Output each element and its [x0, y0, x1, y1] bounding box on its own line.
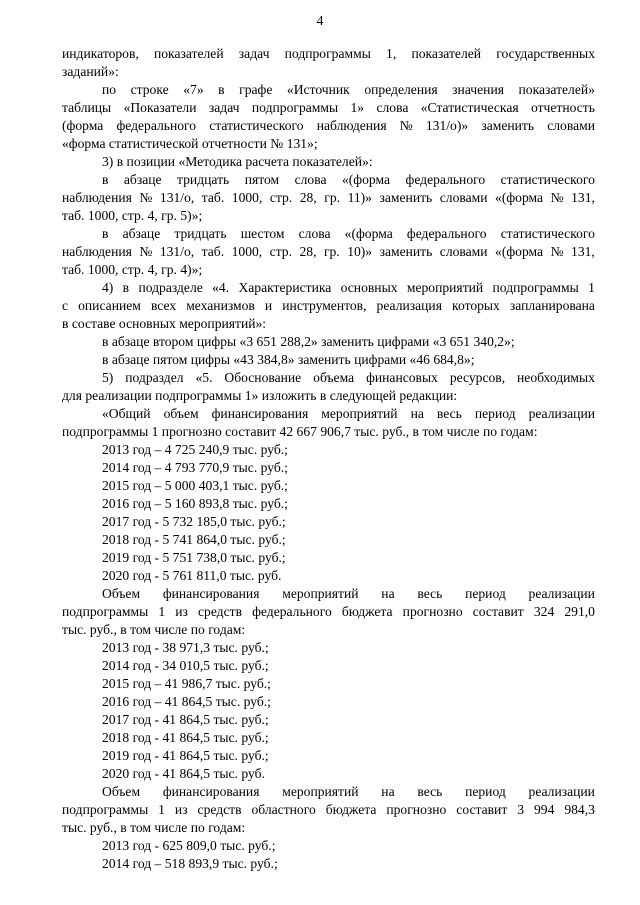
word: Характеристика	[238, 280, 332, 295]
text-line	[62, 801, 595, 819]
text-line	[62, 585, 595, 603]
text-line	[62, 369, 595, 387]
word: строке	[130, 82, 169, 97]
word: на	[381, 586, 395, 601]
word: государственных	[496, 46, 595, 61]
word: 28,	[299, 244, 317, 259]
line-text: таб. 1000, стр. 4, гр. 4)»;	[62, 262, 203, 277]
text-line	[62, 639, 595, 657]
word: Обоснование	[224, 370, 302, 385]
word: таб.	[201, 244, 225, 259]
line-text: таб. 1000, стр. 4, гр. 5)»;	[62, 208, 203, 223]
word: из	[175, 604, 188, 619]
word: период	[465, 784, 506, 799]
text-line	[62, 513, 595, 531]
word: словами	[439, 244, 488, 259]
text-line	[62, 729, 595, 747]
word: абзаце	[123, 172, 162, 187]
word: 994	[533, 802, 555, 817]
word: подпрограммы	[62, 604, 149, 619]
word: из	[174, 802, 188, 817]
text-line	[62, 603, 595, 621]
text-line	[62, 279, 595, 297]
text-line	[62, 621, 595, 639]
text-line	[62, 81, 595, 99]
word: федерального	[252, 604, 332, 619]
line-text: 2020 год - 41 864,5 тыс. руб.	[102, 766, 265, 781]
line-text: 2019 год - 41 864,5 тыс. руб.;	[102, 748, 269, 763]
word: пятом	[244, 172, 280, 187]
line-text: 2018 год - 41 864,5 тыс. руб.;	[102, 730, 269, 745]
word: статистического	[500, 226, 595, 241]
word: (форма	[62, 118, 104, 133]
word: «4.	[212, 280, 230, 295]
word: 5)	[102, 370, 114, 385]
word: гр.	[324, 190, 341, 205]
word: словами	[547, 118, 595, 133]
word: статистического	[209, 118, 304, 133]
line-text: 2014 год - 34 010,5 тыс. руб.;	[102, 658, 269, 673]
word: заменить	[379, 244, 433, 259]
document-body	[62, 45, 595, 873]
word: федерального	[406, 226, 487, 241]
text-line	[62, 549, 595, 567]
line-text: тыс. руб., в том числе по годам:	[62, 820, 246, 835]
text-line	[62, 747, 595, 765]
word: финансирования	[162, 586, 260, 601]
word: реализации	[528, 586, 595, 601]
word: бюджета	[325, 802, 377, 817]
word: 131,	[571, 244, 595, 259]
word: в	[122, 280, 130, 295]
word: задач	[238, 46, 270, 61]
word: 131/о,	[159, 244, 195, 259]
word: 1»	[350, 100, 365, 115]
text-line	[62, 495, 595, 513]
text-line	[62, 189, 595, 207]
word: мероприятий	[321, 406, 398, 421]
word: средств	[198, 604, 242, 619]
word: показателей	[153, 46, 224, 61]
word: 1,	[386, 46, 397, 61]
word: «Общий	[102, 406, 151, 421]
line-text: 2015 год – 41 986,7 тыс. руб.;	[102, 676, 271, 691]
line-text: 2015 год – 5 000 403,1 тыс. руб.;	[102, 478, 288, 493]
text-line	[62, 837, 595, 855]
word: наблюдения	[62, 244, 132, 259]
word: наблюдения	[62, 190, 132, 205]
word: необходимых	[517, 370, 595, 385]
word: мероприятий	[282, 784, 359, 799]
word: финансирования	[211, 406, 309, 421]
text-line	[62, 387, 595, 405]
word: слова	[294, 172, 327, 187]
word: мероприятий	[406, 280, 484, 295]
word: заменить	[379, 190, 433, 205]
word: 984,3	[564, 802, 595, 817]
text-line	[62, 693, 595, 711]
text-line	[62, 459, 595, 477]
word: 1000,	[231, 244, 263, 259]
text-line	[62, 531, 595, 549]
word: №	[139, 244, 153, 259]
word: 1	[158, 604, 166, 619]
word: описанием	[78, 298, 141, 313]
line-text: 2014 год – 4 793 770,9 тыс. руб.;	[102, 460, 288, 475]
word: задач	[208, 100, 240, 115]
word: 1	[158, 802, 165, 817]
text-line	[62, 333, 595, 351]
text-line	[62, 297, 595, 315]
word: весь	[417, 586, 443, 601]
word: 324	[533, 604, 555, 619]
word: весь	[417, 784, 443, 799]
word: заменить	[481, 118, 535, 133]
word: федерального	[405, 172, 486, 187]
word: подразделе	[138, 280, 203, 295]
word: «(форма	[344, 226, 393, 241]
word: таб.	[201, 190, 225, 205]
word: объема	[313, 370, 355, 385]
word: подпрограммы	[284, 46, 371, 61]
word: 131/о,	[159, 190, 195, 205]
word: стр.	[269, 190, 293, 205]
word: абзаце	[122, 226, 161, 241]
word: слова	[298, 226, 331, 241]
line-text: 2016 год – 5 160 893,8 тыс. руб.;	[102, 496, 288, 511]
word: 1	[588, 280, 595, 295]
text-line	[62, 405, 595, 423]
word: Объем	[102, 784, 141, 799]
line-text: 2014 год – 518 893,9 тыс. руб.;	[102, 856, 278, 871]
word: подпрограммы	[62, 802, 149, 817]
word: федерального	[116, 118, 197, 133]
word: 10)»	[347, 244, 373, 259]
word: реализации	[528, 784, 595, 799]
text-line	[62, 855, 595, 873]
word: областного	[251, 802, 316, 817]
page-number: 4	[316, 14, 324, 29]
line-text: 2019 год - 5 751 738,0 тыс. руб.;	[102, 550, 286, 565]
word: 4)	[102, 280, 114, 295]
word: определения	[364, 82, 438, 97]
word: «Источник	[286, 82, 350, 97]
word: индикаторов,	[62, 46, 139, 61]
word: период	[474, 406, 516, 421]
text-line	[62, 225, 595, 243]
line-text: в составе основных мероприятий»:	[62, 316, 267, 331]
word: показателей	[411, 46, 482, 61]
line-text: для реализации подпрограммы 1» изложить в следующей редакции:	[62, 388, 458, 403]
word: 131/о)»	[425, 118, 469, 133]
word: «Статистическая	[420, 100, 519, 115]
word: составит	[456, 802, 508, 817]
word: 28,	[299, 190, 317, 205]
word: всех	[150, 298, 177, 313]
word: составит	[472, 604, 524, 619]
word: запланирована	[509, 298, 595, 313]
word: стр.	[269, 244, 292, 259]
word: тридцать	[174, 226, 227, 241]
word: Объем	[102, 586, 141, 601]
word: 131,	[571, 190, 595, 205]
line-text: «форма статистической отчетности № 131»;	[62, 136, 318, 151]
text-line	[62, 675, 595, 693]
word: в	[102, 172, 109, 187]
word: инструментов,	[282, 298, 367, 313]
text-line	[62, 171, 595, 189]
word: №	[399, 118, 413, 133]
text-line	[62, 657, 595, 675]
text-line	[62, 243, 595, 261]
word: объем	[163, 406, 199, 421]
word: 1000,	[231, 190, 263, 205]
line-text: 3) в позиции «Методика расчета показателей»:	[102, 154, 373, 169]
word: «5.	[195, 370, 213, 385]
word: на	[410, 406, 424, 421]
line-text: 2013 год - 38 971,3 тыс. руб.;	[102, 640, 269, 655]
text-line	[62, 135, 595, 153]
line-text: 2017 год - 41 864,5 тыс. руб.;	[102, 712, 269, 727]
word: весь	[436, 406, 462, 421]
word: значения	[452, 82, 504, 97]
word: которых	[452, 298, 500, 313]
word: гр.	[323, 244, 340, 259]
word: №	[550, 190, 564, 205]
word: ресурсов,	[449, 370, 506, 385]
text-line	[62, 711, 595, 729]
word: показателей»	[518, 82, 595, 97]
line-text: подпрограммы 1 прогнозно составит 42 667 906,7 тыс. руб., в том числе по годам:	[62, 424, 538, 439]
word: 11)»	[347, 190, 372, 205]
line-text: в абзаце пятом цифры «43 384,8» заменить цифрами «46 684,8»;	[102, 352, 475, 367]
word: «7»	[183, 82, 204, 97]
text-line	[62, 819, 595, 837]
word: таблицы	[62, 100, 112, 115]
word: тридцать	[177, 172, 230, 187]
word: наблюдения	[316, 118, 387, 133]
line-text: 2013 год – 4 725 240,9 тыс. руб.;	[102, 442, 288, 457]
word: «Показатели	[123, 100, 197, 115]
word: отчетность	[530, 100, 595, 115]
word: «(форма	[495, 190, 544, 205]
text-line	[62, 153, 595, 171]
word: финансирования	[162, 784, 260, 799]
word: механизмов	[186, 298, 255, 313]
word: в	[102, 226, 109, 241]
text-line	[62, 63, 595, 81]
word: мероприятий	[282, 586, 359, 601]
word: слова	[376, 100, 409, 115]
word: реализация	[376, 298, 442, 313]
word: статистического	[500, 172, 595, 187]
word: подпрограммы	[251, 100, 339, 115]
word: финансовых	[366, 370, 438, 385]
word: реализации	[528, 406, 595, 421]
word: графе	[239, 82, 273, 97]
word: средств	[197, 802, 242, 817]
text-line	[62, 117, 595, 135]
word: словами	[439, 190, 488, 205]
text-line	[62, 567, 595, 585]
word: 3	[517, 802, 525, 817]
line-text: заданий»:	[62, 64, 119, 79]
line-text: 2016 год – 41 864,5 тыс. руб.;	[102, 694, 271, 709]
line-text: 2017 год - 5 732 185,0 тыс. руб.;	[102, 514, 286, 529]
text-line	[62, 207, 595, 225]
text-line	[62, 423, 595, 441]
word: прогнозно	[386, 802, 447, 817]
line-text: в абзаце втором цифры «3 651 288,2» заменить цифрами «3 651 340,2»;	[102, 334, 515, 349]
word: №	[139, 190, 153, 205]
text-line	[62, 315, 595, 333]
text-line	[62, 477, 595, 495]
line-text: 2018 год - 5 741 864,0 тыс. руб.;	[102, 532, 286, 547]
text-line	[62, 99, 595, 117]
line-text: тыс. руб., в том числе по годам:	[62, 622, 246, 637]
word: 291,0	[564, 604, 595, 619]
word: подраздел	[125, 370, 184, 385]
word: подпрограммы	[492, 280, 579, 295]
word: основных	[340, 280, 398, 295]
word: по	[102, 82, 117, 97]
word: шестом	[240, 226, 285, 241]
word: с	[62, 298, 69, 313]
word: в	[218, 82, 225, 97]
word: «(форма	[495, 244, 544, 259]
word: «(форма	[341, 172, 391, 187]
word: период	[465, 586, 506, 601]
word: №	[550, 244, 564, 259]
word: на	[381, 784, 395, 799]
word: бюджета	[341, 604, 393, 619]
text-line	[62, 45, 595, 63]
word: прогнозно	[402, 604, 463, 619]
text-line	[62, 765, 595, 783]
line-text: 2013 год - 625 809,0 тыс. руб.;	[102, 838, 276, 853]
text-line	[62, 441, 595, 459]
text-line	[62, 351, 595, 369]
text-line	[62, 783, 595, 801]
word: и	[264, 298, 273, 313]
line-text: 2020 год - 5 761 811,0 тыс. руб.	[102, 568, 282, 583]
text-line	[62, 261, 595, 279]
